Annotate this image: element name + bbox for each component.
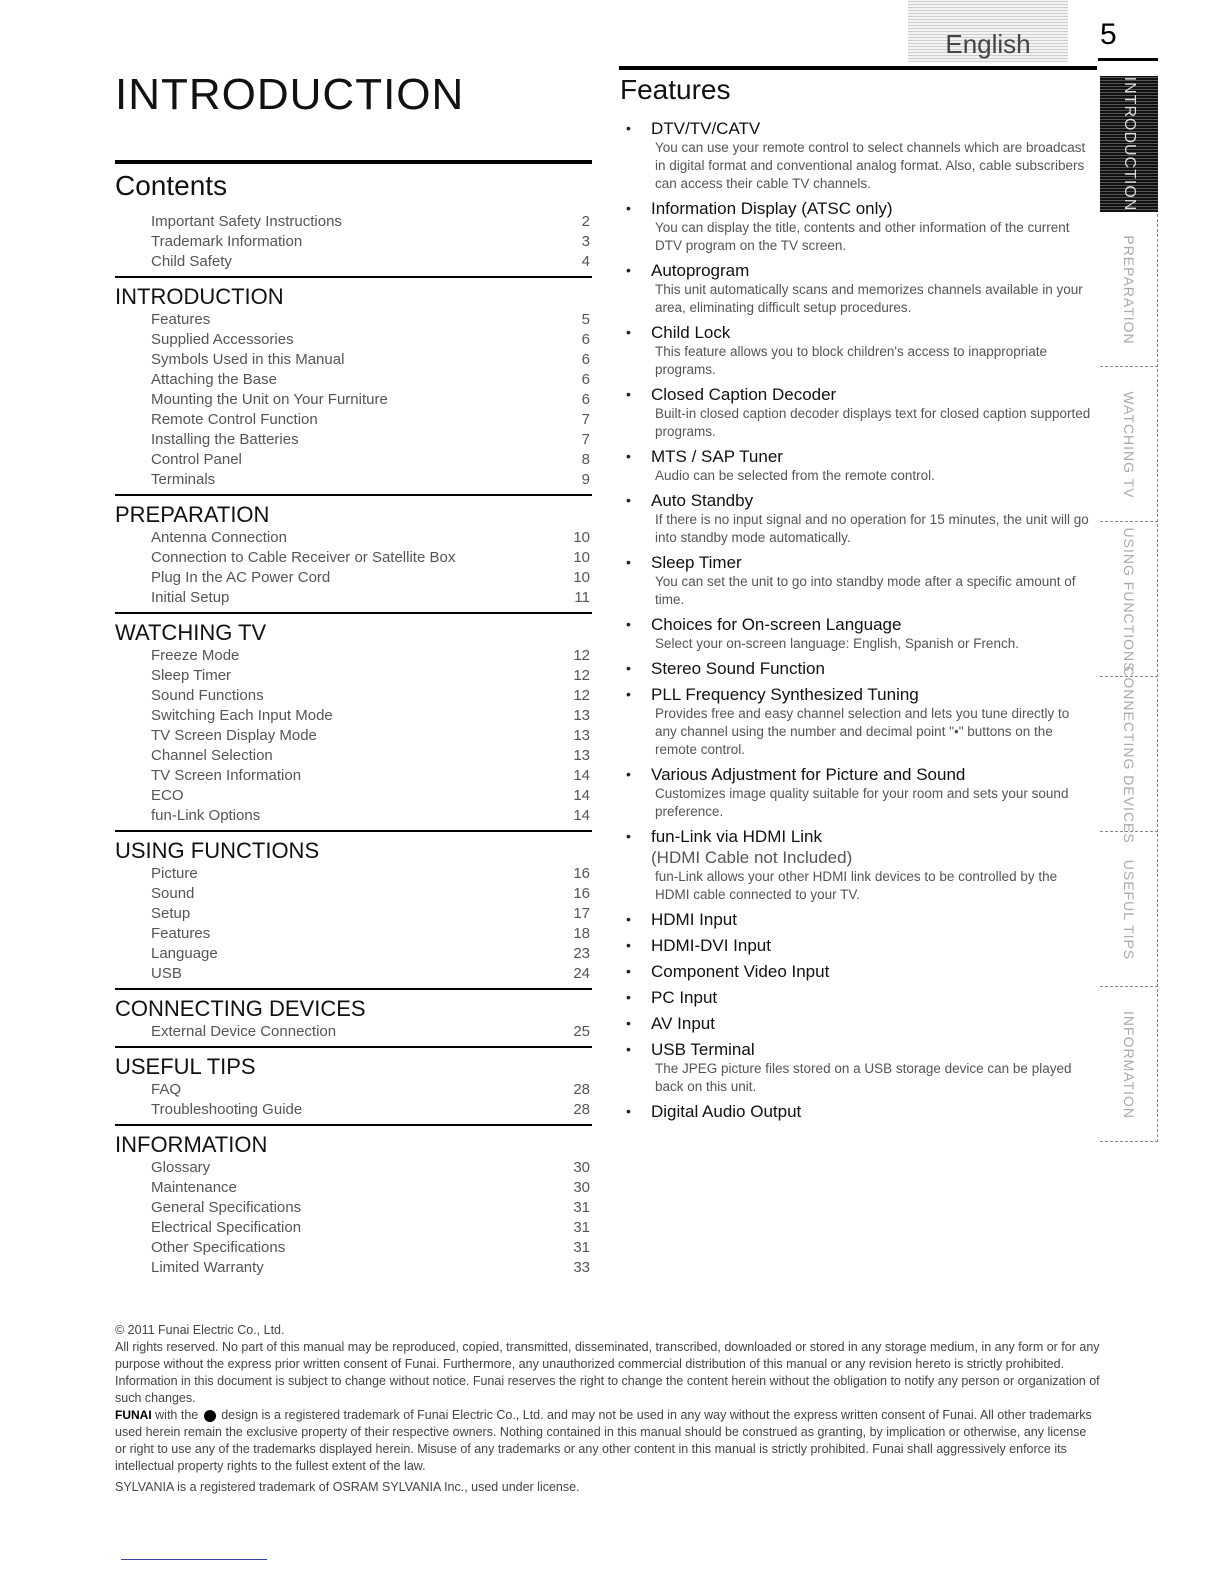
toc-entry[interactable] (115, 944, 592, 964)
toc-entry[interactable] (115, 666, 592, 686)
toc-entry[interactable] (115, 390, 592, 410)
toc-label: Control Panel (151, 451, 242, 468)
feature-desc: If there is no input signal and no operation for 15 minutes, the unit will go into standby mode automatically. (655, 512, 1089, 545)
toc-label: Freeze Mode (151, 647, 240, 664)
feature-desc: This unit automatically scans and memorizes channels available in your area, eliminating difficult setup procedures. (655, 282, 1083, 315)
toc-page: 12 (573, 647, 590, 664)
toc-page: 6 (581, 371, 590, 388)
toc-label: Other Specifications (151, 1239, 286, 1256)
toc-entry[interactable] (115, 1100, 592, 1120)
toc-page: 13 (573, 747, 590, 764)
feature-title: Stereo Sound Function (651, 659, 825, 678)
toc-page: 6 (581, 351, 590, 368)
toc-entry[interactable] (115, 212, 592, 232)
toc-page: 13 (573, 707, 590, 724)
toc-page: 31 (573, 1219, 590, 1236)
toc-section-heading: INTRODUCTION (115, 276, 592, 310)
toc-entry[interactable] (115, 548, 592, 568)
toc-label: USB (151, 965, 182, 982)
toc-page: 8 (581, 451, 590, 468)
toc-label: Supplied Accessories (151, 331, 294, 348)
toc-group-connecting-devices (115, 988, 592, 1042)
feature-desc: You can set the unit to go into standby mode after a specific amount of time. (655, 574, 1076, 607)
toc-entry[interactable] (115, 1022, 592, 1042)
feature-title: Sleep Timer (651, 553, 742, 572)
toc-label: General Specifications (151, 1199, 302, 1216)
feature-item (624, 1101, 1094, 1122)
toc-label: Features (151, 925, 211, 942)
feature-item (624, 384, 1094, 441)
feature-title: DTV/TV/CATV (651, 119, 761, 138)
toc-entry[interactable] (115, 964, 592, 984)
toc-entry[interactable] (115, 310, 592, 330)
toc-section-heading: USEFUL TIPS (115, 1046, 592, 1080)
feature-item (624, 552, 1094, 609)
feature-title: Autoprogram (651, 261, 750, 280)
toc-label: Important Safety Instructions (151, 213, 342, 230)
feature-title: MTS / SAP Tuner (651, 447, 783, 466)
trademark-pre: with the (155, 1408, 199, 1422)
bullet-icon: • (626, 616, 631, 632)
toc-label: Terminals (151, 471, 216, 488)
toc-entry[interactable] (115, 686, 592, 706)
toc-label: Maintenance (151, 1179, 237, 1196)
toc-entry[interactable] (115, 252, 592, 272)
toc-label: Installing the Batteries (151, 431, 299, 448)
toc-section-heading: CONNECTING DEVICES (115, 988, 592, 1022)
toc-page: 2 (581, 213, 590, 230)
toc-page: 16 (573, 865, 590, 882)
feature-title: fun-Link via HDMI Link (651, 827, 823, 846)
bullet-icon: • (626, 660, 631, 676)
funai-logo: FUNAI (115, 1408, 152, 1422)
toc-page: 14 (573, 787, 590, 804)
bullet-icon: • (626, 492, 631, 508)
page-number: 5 (1100, 18, 1117, 51)
toc-page: 12 (573, 667, 590, 684)
toc-page: 5 (581, 311, 590, 328)
toc-label: Sleep Timer (151, 667, 232, 684)
toc-page: 23 (573, 945, 590, 962)
rights-text: All rights reserved. No part of this manual may be reproduced, copied, transmitted, disseminated, transcribed, downloaded or stored in any storage medium, in any form or for any purpose without the express prior written consent of Funai. Furthermore, any unauthorized commercial distribution of this manual or any revision hereto is strictly prohibited. (115, 1340, 1100, 1371)
features-list (624, 118, 1094, 1127)
toc-label: Remote Control Function (151, 411, 318, 428)
feature-desc: Select your on-screen language: English, Spanish or French. (655, 636, 1019, 651)
toc-section-heading: USING FUNCTIONS (115, 830, 592, 864)
toc-label: fun-Link Options (151, 807, 261, 824)
toc-label: Picture (151, 865, 198, 882)
toc-label: TV Screen Information (151, 767, 302, 784)
feature-desc: Audio can be selected from the remote control. (655, 468, 935, 483)
toc-entry[interactable] (115, 568, 592, 588)
toc-entry[interactable] (115, 330, 592, 350)
bullet-icon: • (626, 911, 631, 927)
tab-watching-tv[interactable]: WATCHING TV (1100, 369, 1158, 522)
toc-entry[interactable] (115, 766, 592, 786)
feature-title: PLL Frequency Synthesized Tuning (651, 685, 919, 704)
toc-entry[interactable] (115, 232, 592, 252)
toc-label: Symbols Used in this Manual (151, 351, 345, 368)
bullet-icon: • (626, 1015, 631, 1031)
toc-page: 33 (573, 1259, 590, 1276)
feature-item (624, 684, 1094, 759)
toc-page: 10 (573, 529, 590, 546)
toc-entry[interactable] (115, 904, 592, 924)
toc-label: Language (151, 945, 218, 962)
page-number-underline (1098, 58, 1158, 61)
feature-item (624, 987, 1094, 1008)
tab-preparation[interactable]: PREPARATION (1100, 214, 1158, 367)
toc-page: 28 (573, 1101, 590, 1118)
bullet-icon: • (626, 937, 631, 953)
bullet-icon: • (626, 386, 631, 402)
feature-item (624, 198, 1094, 255)
toc-entry[interactable] (115, 1198, 592, 1218)
toc-label: Limited Warranty (151, 1259, 264, 1276)
feature-title: AV Input (651, 1014, 715, 1033)
toc-label: Electrical Specification (151, 1219, 302, 1236)
feature-title: Digital Audio Output (651, 1102, 802, 1121)
language-tab (908, 0, 1068, 62)
toc-entry[interactable] (115, 884, 592, 904)
toc-page: 14 (573, 807, 590, 824)
toc-label: Sound Functions (151, 687, 264, 704)
feature-item (624, 961, 1094, 982)
feature-desc: Provides free and easy channel selection and lets you tune directly to any channel using the number and decimal point "•" buttons on the remote control. (655, 706, 1070, 757)
feature-item (624, 764, 1094, 821)
feature-title: Auto Standby (651, 491, 754, 510)
sylvania-text: SYLVANIA is a registered trademark of OSRAM SYLVANIA Inc., used under license. (115, 1480, 580, 1494)
feature-item (624, 1013, 1094, 1034)
bullet-icon: • (626, 766, 631, 782)
toc-entry[interactable] (115, 646, 592, 666)
tab-useful-tips[interactable]: USEFUL TIPS (1100, 834, 1158, 987)
toc-label: Switching Each Input Mode (151, 707, 333, 724)
feature-title: PC Input (651, 988, 718, 1007)
toc-page: 11 (574, 589, 590, 606)
toc-label: Antenna Connection (151, 529, 287, 546)
feature-title: Various Adjustment for Picture and Sound (651, 765, 966, 784)
toc-label: Plug In the AC Power Cord (151, 569, 331, 586)
feature-title: Choices for On-screen Language (651, 615, 902, 634)
toc-group-using-functions (115, 830, 592, 984)
notice-text: Information in this document is subject to change without notice. Funai reserves the right to change the content herein without the obligation to notify any person or organization of such changes. (115, 1374, 1100, 1405)
toc-page: 14 (573, 767, 590, 784)
feature-title: Child Lock (651, 323, 731, 342)
toc-label: Trademark Information (151, 233, 303, 250)
toc-section-heading: WATCHING TV (115, 612, 592, 646)
toc-entry[interactable] (115, 588, 592, 608)
toc-page: 30 (573, 1179, 590, 1196)
legal-notice (115, 1322, 1100, 1496)
feature-desc: You can display the title, contents and other information of the current DTV program on the TV screen. (655, 220, 1070, 253)
bullet-icon: • (626, 989, 631, 1005)
toc-label: Channel Selection (151, 747, 273, 764)
features-title: Features (620, 74, 731, 105)
bullet-icon: • (626, 1041, 631, 1057)
toc-page: 10 (573, 569, 590, 586)
toc-page: 7 (581, 431, 590, 448)
toc-entry[interactable] (115, 1178, 592, 1198)
feature-desc: The JPEG picture files stored on a USB storage device can be played back on this unit. (655, 1061, 1072, 1094)
toc-entry[interactable] (115, 1238, 592, 1258)
feature-item (624, 118, 1094, 193)
trademark-text (115, 1407, 1100, 1475)
tab-connecting-devices[interactable]: CONNECTING DEVICES (1100, 679, 1158, 832)
toc-entry[interactable] (115, 864, 592, 884)
toc-group-safety (115, 212, 592, 272)
tab-introduction[interactable]: INTRODUCTION (1100, 76, 1158, 212)
feature-desc: You can use your remote control to select channels which are broadcast in digital format and conventional analog format. Also, cable subscribers can access their cable TV channels. (655, 140, 1086, 191)
toc-entry[interactable] (115, 746, 592, 766)
bullet-icon: • (626, 448, 631, 464)
toc-entry[interactable] (115, 1158, 592, 1178)
toc-label: Troubleshooting Guide (151, 1101, 303, 1118)
tab-using-functions[interactable]: USING FUNCTIONS (1100, 524, 1158, 677)
toc-entry[interactable] (115, 726, 592, 746)
toc-label: Mounting the Unit on Your Furniture (151, 391, 388, 408)
feature-item (624, 658, 1094, 679)
toc-entry[interactable] (115, 370, 592, 390)
feature-item (624, 260, 1094, 317)
toc-section-heading: PREPARATION (115, 494, 592, 528)
feature-item (624, 490, 1094, 547)
toc-label: Sound (151, 885, 195, 902)
toc-entry[interactable] (115, 410, 592, 430)
toc-label: FAQ (151, 1081, 182, 1098)
chapter-tabs (1100, 76, 1158, 1144)
feature-item (624, 935, 1094, 956)
toc-page: 6 (581, 391, 590, 408)
tab-information[interactable]: INFORMATION (1100, 989, 1158, 1142)
feature-desc: fun-Link allows your other HDMI link devices to be controlled by the HDMI cable connected to your TV. (655, 869, 1058, 902)
language-label: English (945, 29, 1031, 59)
toc-page: 24 (573, 965, 590, 982)
toc-page: 31 (573, 1199, 590, 1216)
feature-item (624, 614, 1094, 653)
toc-page: 16 (573, 885, 590, 902)
bullet-icon: • (626, 828, 631, 844)
toc-label: Child Safety (151, 253, 232, 270)
toc-entry[interactable] (115, 350, 592, 370)
toc-label: Attaching the Base (151, 371, 277, 388)
toc-entry[interactable] (115, 786, 592, 806)
feature-title: USB Terminal (651, 1040, 755, 1059)
toc-group-information (115, 1124, 592, 1278)
copyright: © 2011 Funai Electric Co., Ltd. (115, 1323, 285, 1337)
bullet-icon: • (626, 200, 631, 216)
toc-page: 7 (581, 411, 590, 428)
table-of-contents (115, 212, 592, 1282)
feature-desc: This feature allows you to block children's access to inappropriate programs. (655, 344, 1048, 377)
toc-page: 30 (573, 1159, 590, 1176)
toc-label: Glossary (151, 1159, 211, 1176)
feature-item (624, 446, 1094, 485)
bullet-icon: • (626, 262, 631, 278)
toc-page: 4 (581, 253, 590, 270)
toc-group-watching-tv (115, 612, 592, 826)
toc-label: ECO (151, 787, 184, 804)
bullet-icon: • (626, 554, 631, 570)
toc-page: 6 (581, 331, 590, 348)
trademark-body: design is a registered trademark of Funai Electric Co., Ltd. and may not be used in any way without the express written consent of Funai. All other trademarks used herein remain the exclusive property of their respective owners. Nothing contained in this manual should be construed as granting, by implication or otherwise, any license or right to use any of the trademarks displayed herein. Misuse of any trademarks or any other content in this manual is strictly prohibited. Funai shall aggressively enforce its intellectual property rights to the fullest extent of the law. (115, 1408, 1092, 1473)
toc-page: 10 (573, 549, 590, 566)
feature-item (624, 322, 1094, 379)
toc-group-useful-tips (115, 1046, 592, 1120)
feature-title: Information Display (ATSC only) (651, 199, 893, 218)
feature-title: HDMI-DVI Input (651, 936, 771, 955)
toc-entry[interactable] (115, 806, 592, 826)
funai-design-icon (204, 1410, 216, 1422)
toc-page: 28 (573, 1081, 590, 1098)
bullet-icon: • (626, 120, 631, 136)
bullet-icon: • (626, 686, 631, 702)
contents-title: Contents (115, 170, 228, 201)
toc-label: TV Screen Display Mode (151, 727, 317, 744)
toc-label: Features (151, 311, 211, 328)
feature-desc: Customizes image quality suitable for your room and sets your sound preference. (655, 786, 1069, 819)
toc-entry[interactable] (115, 450, 592, 470)
toc-label: Setup (151, 905, 191, 922)
toc-page: 13 (573, 727, 590, 744)
toc-group-preparation (115, 494, 592, 608)
footer-line (121, 1559, 267, 1560)
feature-title: Component Video Input (651, 962, 830, 981)
toc-label: External Device Connection (151, 1023, 337, 1040)
toc-entry[interactable] (115, 1218, 592, 1238)
toc-page: 12 (573, 687, 590, 704)
feature-item (624, 909, 1094, 930)
toc-page: 25 (573, 1023, 590, 1040)
feature-item (624, 826, 1094, 904)
toc-entry[interactable] (115, 924, 592, 944)
toc-page: 17 (573, 905, 590, 922)
toc-page: 3 (581, 233, 590, 250)
bullet-icon: • (626, 324, 631, 340)
toc-entry[interactable] (115, 430, 592, 450)
header-rule (619, 66, 1097, 70)
toc-entry[interactable] (115, 706, 592, 726)
bullet-icon: • (626, 1103, 631, 1119)
feature-title: Closed Caption Decoder (651, 385, 837, 404)
toc-entry[interactable] (115, 1080, 592, 1100)
contents-rule (115, 160, 592, 164)
toc-entry[interactable] (115, 1258, 592, 1278)
feature-subtitle: (HDMI Cable not Included) (651, 848, 853, 867)
toc-page: 31 (573, 1239, 590, 1256)
toc-entry[interactable] (115, 528, 592, 548)
toc-section-heading: INFORMATION (115, 1124, 592, 1158)
toc-page: 9 (581, 471, 590, 488)
toc-page: 18 (573, 925, 590, 942)
toc-label: Connection to Cable Receiver or Satellite Box (151, 549, 456, 566)
toc-label: Initial Setup (151, 589, 230, 606)
toc-group-introduction (115, 276, 592, 490)
feature-desc: Built-in closed caption decoder displays text for closed caption supported programs. (655, 406, 1091, 439)
feature-title: HDMI Input (651, 910, 737, 929)
toc-entry[interactable] (115, 470, 592, 490)
feature-item (624, 1039, 1094, 1096)
bullet-icon: • (626, 963, 631, 979)
page-title: INTRODUCTION (115, 70, 465, 119)
